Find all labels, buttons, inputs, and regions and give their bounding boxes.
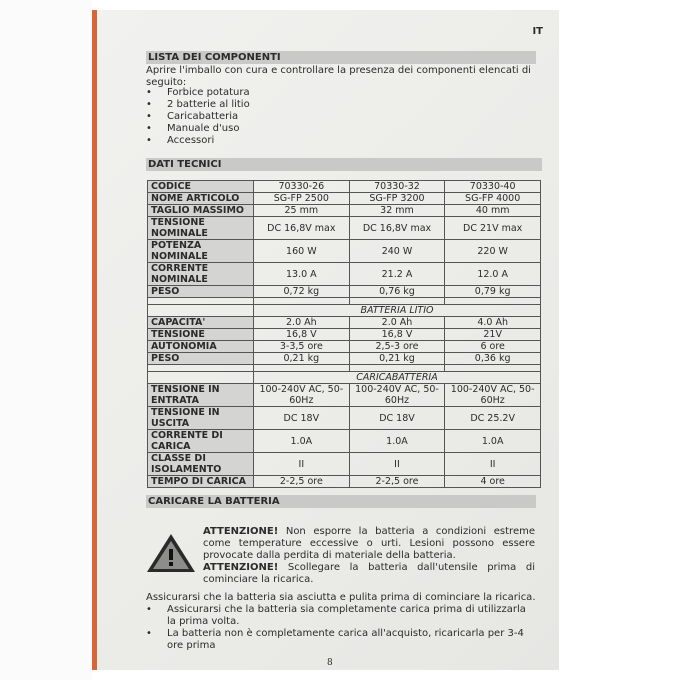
- row-label: NOME ARTICOLO: [148, 193, 254, 205]
- table-cell: 4.0 Ah: [445, 317, 541, 329]
- table-cell: 0,21 kg: [349, 353, 445, 365]
- spacer-cell: [445, 365, 541, 372]
- table-cell: 12.0 A: [445, 263, 541, 286]
- table-row: [148, 476, 541, 488]
- table-row: [148, 240, 541, 263]
- list-item: • 2 batterie al litio: [146, 99, 250, 111]
- subheader-empty-cell: [148, 305, 254, 317]
- spacer-cell: [349, 298, 445, 305]
- row-label: CLASSE DI ISOLAMENTO: [148, 453, 254, 476]
- charging-list: [146, 604, 536, 652]
- manual-page: [97, 10, 559, 670]
- list-item: • Caricabatteria: [146, 111, 250, 123]
- page-number: 8: [327, 658, 333, 668]
- row-label: TAGLIO MASSIMO: [148, 205, 254, 217]
- components-intro: Aprire l'imballo con cura e controllare la presenza dei componenti elencati di seguito:: [146, 65, 531, 88]
- row-label: POTENZA NOMINALE: [148, 240, 254, 263]
- row-label: CAPACITA': [148, 317, 254, 329]
- table-cell: DC 18V: [349, 407, 445, 430]
- table-row: [148, 286, 541, 298]
- row-label: CODICE: [148, 181, 254, 193]
- section-components-title: LISTA DEI COMPONENTI: [146, 51, 536, 64]
- spacer-cell: [349, 365, 445, 372]
- table-cell: 240 W: [349, 240, 445, 263]
- table-cell: 0,76 kg: [349, 286, 445, 298]
- table-cell: SG-FP 3200: [349, 193, 445, 205]
- spacer-cell: [445, 298, 541, 305]
- subheader-title: BATTERIA LITIO: [254, 305, 541, 317]
- table-cell: 16,8 V: [254, 329, 350, 341]
- table-row: [148, 205, 541, 217]
- table-row: [148, 453, 541, 476]
- table-cell: 6 ore: [445, 341, 541, 353]
- table-cell: 2.0 Ah: [349, 317, 445, 329]
- spacer-cell: [254, 365, 350, 372]
- subheader-row: [148, 305, 541, 317]
- subheader-row: [148, 372, 541, 384]
- list-item: • Assicurarsi che la batteria sia completamente carica prima di utilizzarla la prima volta.: [146, 604, 536, 628]
- background: [0, 0, 92, 680]
- section-tech-title: DATI TECNICI: [146, 158, 542, 171]
- row-label: PESO: [148, 353, 254, 365]
- components-list: [146, 87, 250, 147]
- table-cell: 160 W: [254, 240, 350, 263]
- table-cell: 100-240V AC, 50-60Hz: [349, 384, 445, 407]
- table-cell: 220 W: [445, 240, 541, 263]
- row-label: TENSIONE: [148, 329, 254, 341]
- warning-text: Scollegare la batteria dall'utensile prima di cominciare la ricarica.: [203, 562, 535, 585]
- table-cell: II: [349, 453, 445, 476]
- table-row: [148, 353, 541, 365]
- list-item: • La batteria non è completamente carica all'acquisto, ricaricarla per 3-4 ore prima: [146, 628, 536, 652]
- list-item: • Accessori: [146, 135, 250, 147]
- table-cell: II: [254, 453, 350, 476]
- table-cell: 25 mm: [254, 205, 350, 217]
- table-cell: 21.2 A: [349, 263, 445, 286]
- table-row: [148, 193, 541, 205]
- list-item: • Forbice potatura: [146, 87, 250, 99]
- row-label: TENSIONE NOMINALE: [148, 217, 254, 240]
- warning-triangle-icon: [145, 532, 197, 574]
- table-row: [148, 407, 541, 430]
- table-cell: 13.0 A: [254, 263, 350, 286]
- table-cell: 0,79 kg: [445, 286, 541, 298]
- table-cell: SG-FP 4000: [445, 193, 541, 205]
- table-cell: 0,36 kg: [445, 353, 541, 365]
- table-cell: SG-FP 2500: [254, 193, 350, 205]
- table-cell: 3-3,5 ore: [254, 341, 350, 353]
- table-row: [148, 181, 541, 193]
- row-label: TENSIONE IN USCITA: [148, 407, 254, 430]
- table-row: [148, 430, 541, 453]
- warning-box: [203, 526, 535, 586]
- table-cell: 70330-32: [349, 181, 445, 193]
- table-cell: 40 mm: [445, 205, 541, 217]
- table-cell: 4 ore: [445, 476, 541, 488]
- row-label: CORRENTE DI CARICA: [148, 430, 254, 453]
- table-cell: 70330-26: [254, 181, 350, 193]
- spacer-cell: [148, 298, 254, 305]
- spacer-row: [148, 298, 541, 305]
- row-label: TEMPO DI CARICA: [148, 476, 254, 488]
- subheader-empty-cell: [148, 372, 254, 384]
- table-cell: 2.0 Ah: [254, 317, 350, 329]
- table-cell: DC 21V max: [445, 217, 541, 240]
- table-cell: 2-2,5 ore: [254, 476, 350, 488]
- table-cell: 16,8 V: [349, 329, 445, 341]
- language-code: IT: [532, 26, 543, 37]
- list-item: • Manuale d'uso: [146, 123, 250, 135]
- table-cell: 2,5-3 ore: [349, 341, 445, 353]
- table-cell: 70330-40: [445, 181, 541, 193]
- table-row: [148, 263, 541, 286]
- table-cell: 21V: [445, 329, 541, 341]
- table-row: [148, 317, 541, 329]
- table-row: [148, 341, 541, 353]
- row-label: CORRENTE NOMINALE: [148, 263, 254, 286]
- table-cell: DC 16,8V max: [349, 217, 445, 240]
- warning-label: ATTENZIONE!: [203, 526, 279, 537]
- table-cell: II: [445, 453, 541, 476]
- table-cell: DC 16,8V max: [254, 217, 350, 240]
- table-cell: 1.0A: [445, 430, 541, 453]
- table-cell: 100-240V AC, 50-60Hz: [445, 384, 541, 407]
- row-label: PESO: [148, 286, 254, 298]
- table-cell: DC 18V: [254, 407, 350, 430]
- table-row: [148, 329, 541, 341]
- table-row: [148, 384, 541, 407]
- table-cell: 1.0A: [254, 430, 350, 453]
- subheader-title: CARICABATTERIA: [254, 372, 541, 384]
- spacer-row: [148, 365, 541, 372]
- charging-paragraph: Assicurarsi che la batteria sia asciutta e pulita prima di cominciare la ricarica.: [146, 592, 536, 603]
- table-cell: DC 25.2V: [445, 407, 541, 430]
- warning-label: ATTENZIONE!: [203, 562, 279, 573]
- table-cell: 0,72 kg: [254, 286, 350, 298]
- table-cell: 32 mm: [349, 205, 445, 217]
- tech-specs-table: [147, 180, 541, 488]
- table-cell: 100-240V AC, 50-60Hz: [254, 384, 350, 407]
- spacer-cell: [254, 298, 350, 305]
- table-cell: 0,21 kg: [254, 353, 350, 365]
- table-cell: 1.0A: [349, 430, 445, 453]
- table-row: [148, 217, 541, 240]
- row-label: TENSIONE IN ENTRATA: [148, 384, 254, 407]
- table-cell: 2-2,5 ore: [349, 476, 445, 488]
- spacer-cell: [148, 365, 254, 372]
- section-charging-title: CARICARE LA BATTERIA: [146, 495, 536, 508]
- row-label: AUTONOMIA: [148, 341, 254, 353]
- warning-text: Non esporre la batteria a condizioni estreme come temperature eccessive o urti. Lesioni possono essere provocate dalla perdita di materiale della batteria.: [203, 526, 535, 561]
